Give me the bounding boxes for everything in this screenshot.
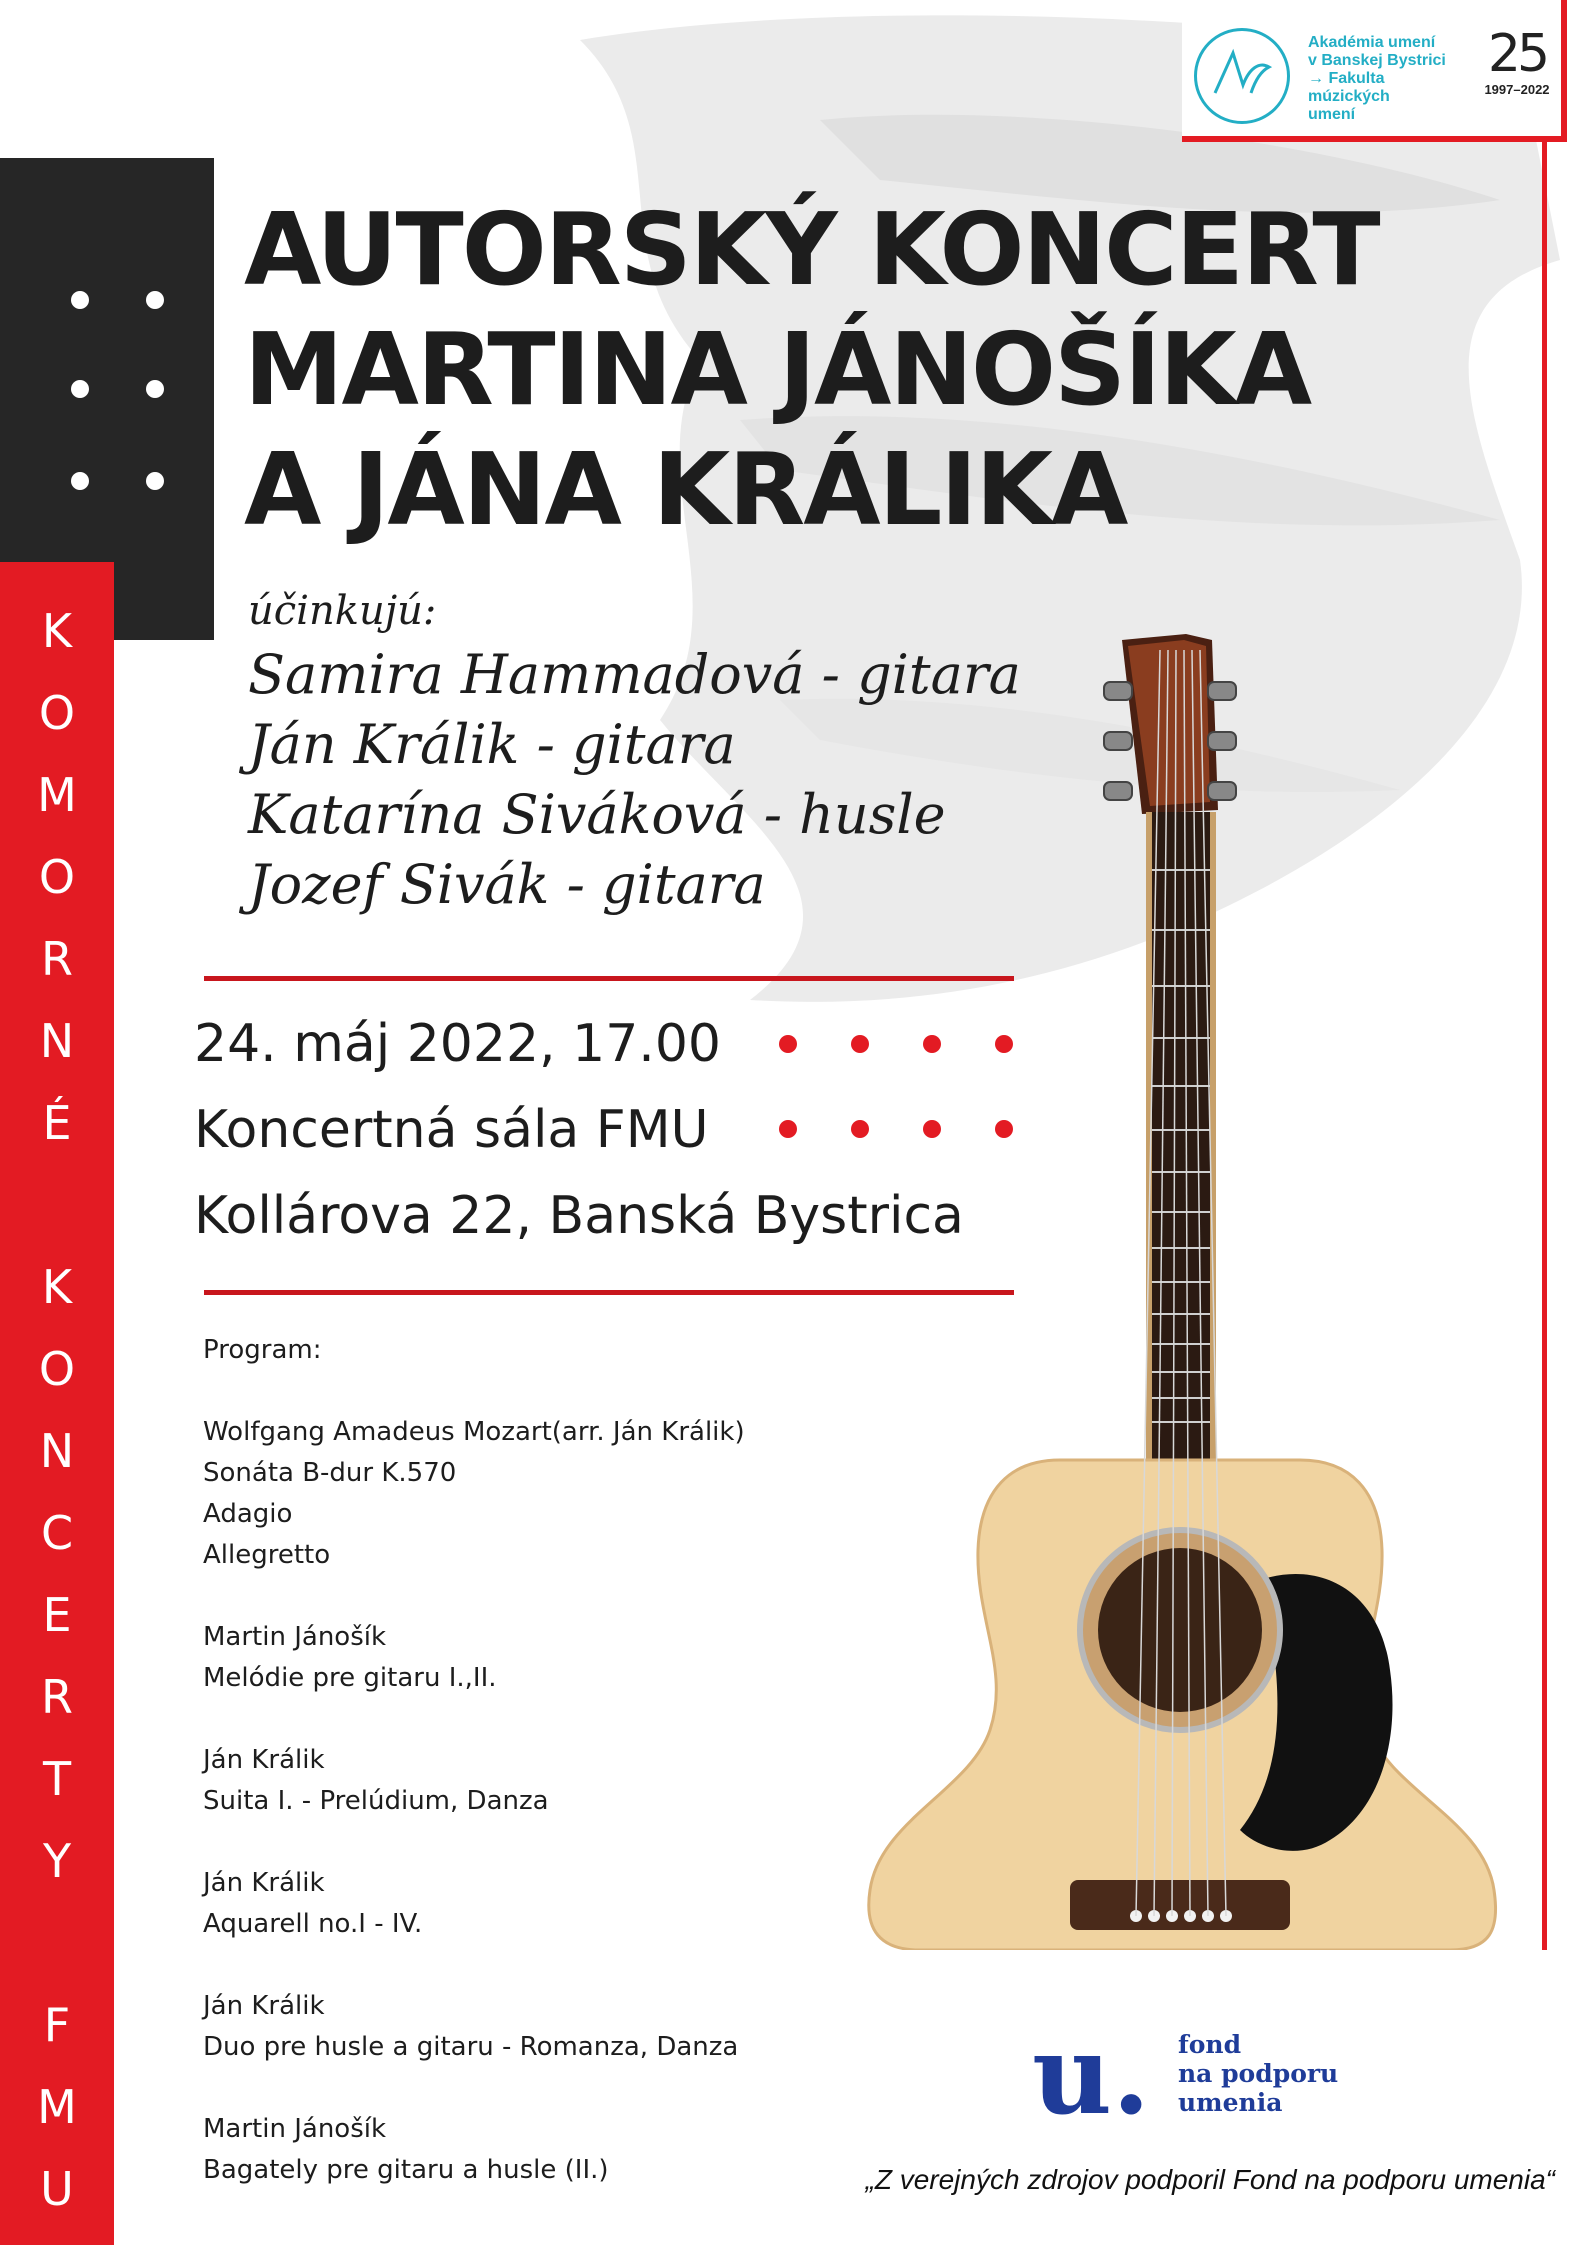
side-letter: M: [37, 2080, 77, 2134]
performer: Ján Králik - gitara: [248, 713, 736, 776]
side-letter: É: [42, 1096, 72, 1150]
program-work: Sonáta B-dur K.570: [203, 1458, 457, 1488]
program-composer: Ján Králik: [203, 1745, 325, 1775]
side-letter: O: [38, 1342, 76, 1396]
program-heading: Program:: [203, 1335, 322, 1365]
event-address: Kollárova 22, Banská Bystrica: [194, 1186, 964, 1246]
acoustic-guitar-image: [860, 630, 1500, 1950]
program-work: Aquarell no.I - IV.: [203, 1909, 423, 1939]
side-letter: Y: [42, 1834, 72, 1888]
academy-name: Akadémia umení v Banskej Bystrici → Fakulta múzických umení: [1308, 34, 1446, 123]
fund-mark: u.: [1032, 2010, 1151, 2139]
title-line: MARTINA JÁNOŠÍKA: [244, 311, 1311, 428]
program-composer: Martin Jánošík: [203, 1622, 387, 1652]
title-line: A JÁNA KRÁLIKA: [244, 431, 1127, 548]
performer: Katarína Siváková - husle: [248, 783, 946, 846]
side-gap: [0, 1164, 114, 1246]
program-work: Duo pre husle a gitaru - Romanza, Danza: [203, 2032, 739, 2062]
anniversary-mark: [1474, 26, 1560, 97]
performers-label: účinkujú:: [248, 588, 437, 634]
side-letter: M: [37, 768, 77, 822]
program-work: Adagio: [203, 1499, 293, 1529]
program-composer: Ján Králik: [203, 1991, 325, 2021]
program-work: Suita I. - Prelúdium, Danza: [203, 1786, 549, 1816]
side-letter: F: [43, 1998, 71, 2052]
side-letter: K: [41, 1260, 73, 1314]
fund-logo: [1032, 2010, 1352, 2139]
side-letter: R: [41, 932, 73, 986]
anniversary-number: 25: [1487, 24, 1547, 84]
fund-name: fond na podporu umenia: [1178, 2030, 1339, 2117]
academy-logo: [1182, 0, 1567, 142]
program-work: Melódie pre gitaru I.,II.: [203, 1663, 497, 1693]
side-vertical-text: [0, 590, 114, 2230]
side-letter: K: [41, 604, 73, 658]
side-letter: N: [39, 1014, 75, 1068]
title-line: AUTORSKÝ KONCERT: [244, 191, 1379, 308]
program-composer: Ján Králik: [203, 1868, 325, 1898]
side-letter: O: [38, 686, 76, 740]
side-letter: T: [42, 1752, 72, 1806]
program-work: Allegretto: [203, 1540, 331, 1570]
side-letter: C: [40, 1506, 74, 1560]
side-letter: N: [39, 1424, 75, 1478]
side-letter: E: [42, 1588, 72, 1642]
academy-emblem-icon: [1194, 28, 1290, 124]
program-composer: Wolfgang Amadeus Mozart(arr. Ján Králik): [203, 1417, 745, 1447]
performer: Jozef Sivák - gitara: [248, 853, 766, 916]
anniversary-years: 1997–2022: [1484, 82, 1550, 97]
support-note: „Z verejných zdrojov podporil Fond na podporu umenia“: [865, 2164, 1555, 2195]
side-letter: R: [41, 1670, 73, 1724]
program-composer: Martin Jánošík: [203, 2114, 387, 2144]
side-letter: U: [40, 2162, 74, 2216]
event-venue: Koncertná sála FMU: [194, 1100, 709, 1160]
side-letter: O: [38, 850, 76, 904]
side-gap: [0, 1902, 114, 1984]
concert-title: [244, 190, 1544, 550]
program-section: [203, 1330, 745, 2191]
event-datetime: 24. máj 2022, 17.00: [194, 1014, 721, 1074]
performer: Samira Hammadová - gitara: [248, 643, 1021, 706]
program-work: Bagately pre gitaru a husle (II.): [203, 2155, 609, 2185]
